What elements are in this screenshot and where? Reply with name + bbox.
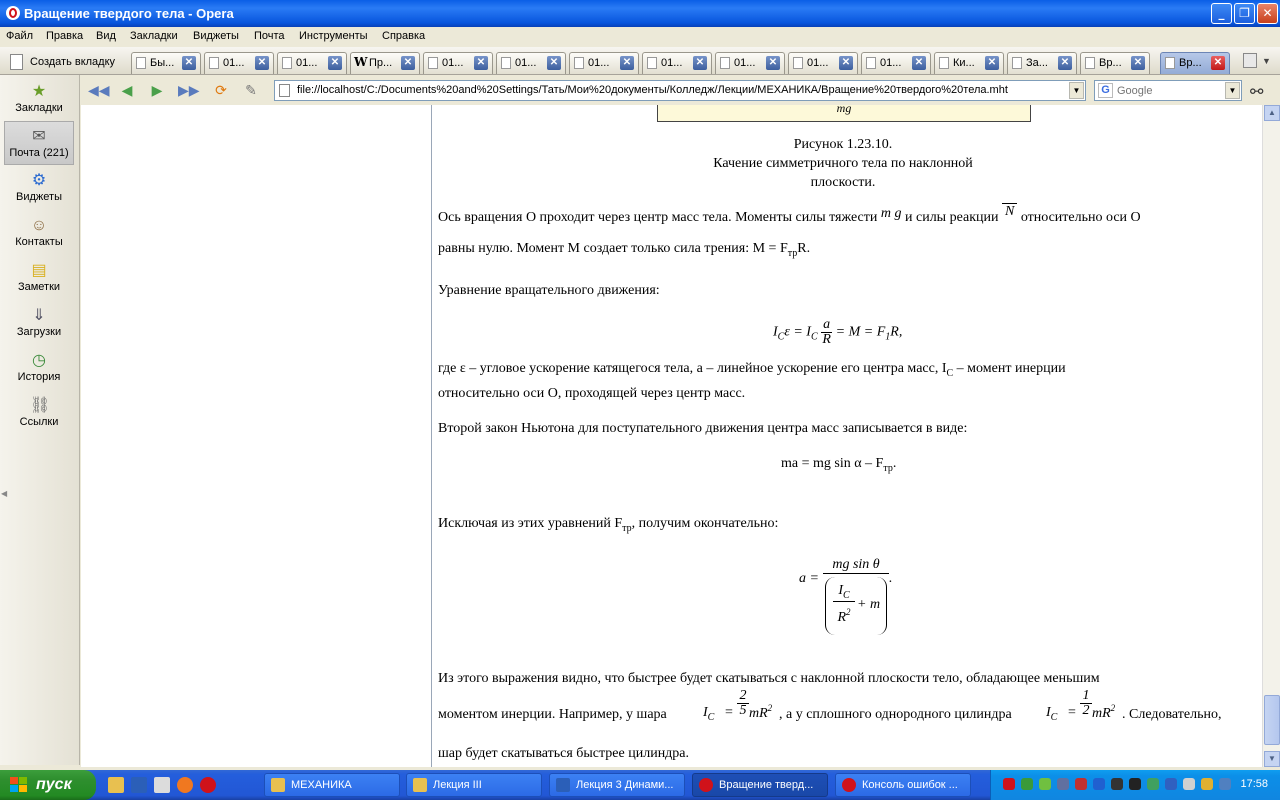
close-tab-icon[interactable]: ✕: [912, 56, 926, 70]
close-tab-icon[interactable]: ✕: [766, 56, 780, 70]
tab-label: 01...: [588, 57, 610, 69]
history-icon: ◷: [32, 352, 46, 369]
equation-newton-second-law: [781, 456, 896, 474]
system-tray: [990, 770, 1280, 800]
denominator: R: [822, 332, 831, 347]
tab-8[interactable]: [642, 52, 712, 74]
sidebar-item-mail[interactable]: [4, 121, 74, 165]
window-title: Вращение твердого тела - Opera: [24, 6, 234, 21]
tab-label: Ки...: [953, 57, 975, 69]
math-ic: [703, 705, 714, 723]
denominator: 5: [739, 703, 747, 718]
menu-file[interactable]: Файл: [6, 30, 34, 42]
page-icon: [136, 57, 146, 69]
close-window-button[interactable]: ✕: [1257, 3, 1278, 24]
text: относительно оси O: [1020, 210, 1141, 225]
tab-label: 01...: [296, 57, 318, 69]
text: , а у сплошного однородного цилиндра: [779, 707, 1012, 722]
page-icon: [793, 57, 803, 69]
tab-6[interactable]: [496, 52, 566, 74]
search-input[interactable]: [1117, 83, 1221, 98]
opera-tray-icon[interactable]: [1003, 778, 1015, 790]
text: Исключая из этих уравнений F: [438, 516, 623, 531]
tab-2[interactable]: [204, 52, 274, 74]
new-tab-label: Создать вкладку: [30, 56, 116, 68]
superscript: 2: [767, 703, 773, 713]
start-button[interactable]: [0, 770, 96, 800]
text: .: [889, 571, 893, 586]
page-viewport: [81, 105, 1262, 767]
title-bar: [0, 0, 1280, 27]
text: I: [773, 324, 778, 340]
tab-5[interactable]: [423, 52, 493, 74]
reload-icon[interactable]: ⟳: [215, 82, 227, 98]
scroll-down-icon[interactable]: ▼: [1264, 751, 1280, 767]
bluetooth-tray-icon[interactable]: [1093, 778, 1105, 790]
rewind-icon[interactable]: ◀◀: [88, 82, 110, 98]
numerator: a: [823, 317, 831, 332]
text: ε = I: [784, 324, 811, 340]
links-icon: ⛓: [30, 397, 51, 414]
subscript: тр: [883, 463, 893, 474]
vector-N: N: [1002, 203, 1017, 219]
google-icon: G: [1098, 83, 1113, 98]
paragraph-2: Уравнение вращательного движения:: [438, 283, 660, 298]
inner-numerator: [833, 583, 855, 602]
fraction-2-5: [737, 689, 749, 718]
subscript: тр: [622, 523, 632, 534]
network-tray-icon[interactable]: [1021, 778, 1033, 790]
tab-label: Вр...: [1099, 57, 1122, 69]
text: равны нулю. Момент M создает только сила трения: M = F: [438, 241, 788, 256]
back-icon[interactable]: ◀: [121, 82, 133, 98]
paragraph-1-line-2: [438, 241, 810, 259]
math-mr2: [1092, 703, 1115, 722]
sidebar-item-label: Ссылки: [19, 416, 59, 428]
trash-icon[interactable]: [1243, 53, 1257, 68]
contacts-icon: ☺: [30, 217, 48, 234]
paragraph-5: [438, 516, 778, 534]
sidebar-item-downloads[interactable]: [4, 301, 74, 345]
downloads-icon: ⇓: [32, 307, 46, 324]
tab-label: За...: [1026, 57, 1048, 69]
taskbar-item-lecture-3[interactable]: [549, 773, 685, 797]
tray-icon[interactable]: [1129, 778, 1141, 790]
close-tab-icon[interactable]: ✕: [474, 56, 488, 70]
close-tab-icon[interactable]: ✕: [985, 56, 999, 70]
tab-9[interactable]: [715, 52, 785, 74]
windows-logo-icon: [10, 777, 28, 793]
tab-12[interactable]: [934, 52, 1004, 74]
close-tab-icon[interactable]: ✕: [693, 56, 707, 70]
close-tab-icon[interactable]: ✕: [1211, 56, 1225, 70]
sidebar-item-label: Заметки: [17, 281, 61, 293]
scroll-up-icon[interactable]: ▲: [1264, 105, 1280, 121]
fraction: [821, 318, 832, 347]
denominator: 2: [1082, 703, 1090, 718]
text: и силы реакции: [905, 210, 999, 225]
page-icon: [939, 57, 949, 69]
sidebar-item-widgets[interactable]: [4, 166, 74, 210]
glasses-icon[interactable]: ⚯: [1250, 84, 1264, 101]
taskbar-item-label: Лекция III: [433, 779, 482, 791]
page-icon: [720, 57, 730, 69]
tray-icon[interactable]: [1219, 778, 1231, 790]
opera-icon: [699, 778, 713, 792]
math-ic: [1046, 705, 1057, 723]
subscript: 1: [885, 331, 891, 343]
inner-denominator: [833, 607, 855, 626]
equation-rotational-motion: [773, 318, 902, 347]
tab-10[interactable]: [788, 52, 858, 74]
tray-icon[interactable]: [1111, 778, 1123, 790]
explorer-icon[interactable]: [108, 777, 124, 793]
sidebar-item-history[interactable]: [4, 346, 74, 390]
tray-icon[interactable]: [1201, 778, 1213, 790]
tab-14[interactable]: [1080, 52, 1150, 74]
firefox-icon[interactable]: [177, 777, 193, 793]
close-tab-icon[interactable]: ✕: [328, 56, 342, 70]
paragraph-4: Второй закон Ньютона для поступательного движения центра масс записывается в виде:: [438, 421, 968, 436]
forward-icon[interactable]: ▶: [151, 82, 163, 98]
figure-partial-text: mg: [836, 105, 852, 115]
sidebar-item-label: Контакты: [15, 236, 63, 248]
superscript: 2: [1110, 703, 1116, 713]
menu-bookmarks[interactable]: Закладки: [130, 30, 178, 42]
page-icon: [1012, 57, 1022, 69]
document-icon[interactable]: [154, 777, 170, 793]
word-icon[interactable]: [131, 777, 147, 793]
tab-label: 01...: [661, 57, 683, 69]
text: . Следовательно,: [1122, 707, 1222, 722]
tab-7[interactable]: [569, 52, 639, 74]
menu-edit[interactable]: Правка: [46, 30, 84, 42]
text: a =: [799, 571, 819, 586]
antivirus-tray-icon[interactable]: [1075, 778, 1087, 790]
widgets-icon: ⚙: [31, 172, 47, 189]
subscript: C: [946, 368, 954, 379]
close-tab-icon[interactable]: ✕: [255, 56, 269, 70]
word-icon: [556, 778, 570, 792]
close-tab-icon[interactable]: ✕: [839, 56, 853, 70]
bookmarks-icon: ★: [31, 83, 47, 100]
figure-caption-text: Качение симметричного тела по наклонной: [713, 156, 973, 171]
tab-3[interactable]: [277, 52, 347, 74]
close-tab-icon[interactable]: ✕: [182, 56, 196, 70]
volume-tray-icon[interactable]: [1183, 778, 1195, 790]
page-icon: [1085, 57, 1095, 69]
figure-box: [657, 105, 1031, 122]
tab-label: Вр...: [1179, 57, 1202, 69]
taskbar: [0, 770, 1280, 800]
text: R,: [890, 324, 903, 340]
page-icon: [209, 57, 219, 69]
numerator: 2: [737, 689, 749, 704]
text: где ε – угловое ускорение катящегося тела, a – линейное ускорение его центра масс, I: [438, 361, 947, 376]
paragraph-6-line-3: шар будет скатываться быстрее цилиндра.: [438, 746, 690, 761]
page-icon: [574, 57, 584, 69]
opera-icon: [842, 778, 856, 792]
text: + m: [857, 597, 881, 612]
taskbar-item-lecture-iii[interactable]: [406, 773, 542, 797]
text: = M = F: [835, 324, 886, 340]
figure-caption-text-2: плоскости.: [810, 175, 876, 190]
wikipedia-icon: W: [354, 55, 368, 69]
tab-bar: [0, 47, 1280, 75]
security-tray-icon[interactable]: [1039, 778, 1051, 790]
monitor-tray-icon[interactable]: [1057, 778, 1069, 790]
text: =: [725, 705, 733, 720]
folder-icon: [271, 778, 285, 792]
page-icon: [1165, 57, 1175, 69]
clock: 17:58: [1240, 778, 1268, 790]
numerator: mg sin θ: [823, 557, 889, 574]
tab-active[interactable]: [1160, 52, 1230, 74]
sidebar-resize-handle[interactable]: ◀: [1, 489, 8, 498]
taskbar-item-label: МЕХАНИКА: [291, 779, 352, 791]
address-bar[interactable]: [274, 80, 1086, 101]
opera-logo-icon: [6, 6, 20, 20]
menu-mail[interactable]: Почта: [254, 30, 285, 42]
edit-icon[interactable]: ✎: [245, 82, 257, 98]
minimize-button[interactable]: _: [1211, 3, 1232, 24]
page-icon: [279, 84, 290, 97]
text: R: [837, 610, 847, 625]
tab-label: Бы...: [150, 57, 175, 69]
new-tab-button[interactable]: [6, 51, 115, 73]
subscript: C: [843, 590, 850, 601]
folder-icon: [413, 778, 427, 792]
menu-view[interactable]: Вид: [96, 30, 116, 42]
tab-label: 01...: [223, 57, 245, 69]
tab-label: Пр...: [369, 57, 393, 69]
close-tab-icon[interactable]: ✕: [547, 56, 561, 70]
left-frame: [81, 105, 432, 767]
page-icon: [647, 57, 657, 69]
text: ma = mg sin α – F: [781, 456, 884, 471]
page-icon: [501, 57, 511, 69]
sidebar-item-label: Почта (221): [9, 147, 69, 159]
paragraph-1-line-1: [438, 204, 1141, 226]
address-text: file://localhost/C:/Documents%20and%20Settings/Тать/Мои%20документы/Колледж/Лекции/МЕХАНИКА/Вращение%20твердого%20тела.mht: [297, 84, 1008, 96]
vertical-scrollbar[interactable]: [1262, 105, 1280, 767]
search-box[interactable]: [1094, 80, 1242, 101]
text: =: [1068, 705, 1076, 720]
taskbar-item-rotation[interactable]: [692, 773, 828, 797]
scrollbar-thumb[interactable]: [1264, 695, 1280, 745]
superscript: 2: [846, 607, 851, 617]
subscript: тр: [787, 248, 798, 259]
close-tab-icon[interactable]: ✕: [620, 56, 634, 70]
text: mR: [749, 706, 768, 721]
close-tab-icon[interactable]: ✕: [1131, 56, 1145, 70]
text: моментом инерции. Например, у шара: [438, 707, 667, 722]
new-document-icon: [10, 54, 23, 70]
sidebar-item-label: История: [17, 371, 61, 383]
tab-4[interactable]: [350, 52, 420, 74]
taskbar-item-error-console[interactable]: [835, 773, 971, 797]
text: .: [892, 456, 897, 471]
tab-label: 01...: [734, 57, 756, 69]
paragraph-3-line-2: относительно оси O, проходящей через центр масс.: [438, 386, 746, 401]
sidebar-item-notes[interactable]: [4, 256, 74, 300]
sidebar-item-contacts[interactable]: [4, 211, 74, 255]
tab-11[interactable]: [861, 52, 931, 74]
taskbar-item-label: Лекция 3 Динами...: [576, 779, 674, 791]
math-mr2: [749, 703, 772, 722]
paragraph-3-line-1: [438, 361, 1066, 379]
sidebar-item-links[interactable]: [4, 391, 74, 435]
tab-1[interactable]: [131, 52, 201, 74]
chevron-down-icon[interactable]: ▼: [1069, 82, 1084, 99]
tab-13[interactable]: [1007, 52, 1077, 74]
close-tab-icon[interactable]: ✕: [1058, 56, 1072, 70]
fast-forward-icon[interactable]: ▶▶: [178, 82, 200, 98]
paragraph-6-line-1: Из этого выражения видно, что быстрее будет скатываться с наклонной плоскости тело, обладающее меньшим: [438, 671, 1100, 686]
menu-tools[interactable]: Инструменты: [299, 30, 368, 42]
tab-label: 01...: [880, 57, 902, 69]
text: Ось вращения O проходит через центр масс тела. Моменты силы тяжести: [438, 210, 878, 225]
opera-icon[interactable]: [200, 777, 216, 793]
article-content: [433, 105, 1262, 767]
close-tab-icon[interactable]: ✕: [401, 56, 415, 70]
text: I: [1046, 705, 1051, 720]
subscript: C: [810, 331, 818, 343]
menu-help[interactable]: Справка: [382, 30, 426, 42]
text: I: [703, 705, 708, 720]
start-label: пуск: [36, 776, 72, 793]
numerator: 1: [1080, 689, 1092, 704]
subscript: C: [1050, 712, 1058, 723]
menu-widgets[interactable]: Виджеты: [193, 30, 239, 42]
page-icon: [282, 57, 292, 69]
menu-bar: [0, 27, 1280, 47]
notes-icon: ▤: [31, 262, 47, 279]
sidebar-item-label: Закладки: [15, 102, 63, 114]
tab-label: 01...: [442, 57, 464, 69]
taskbar-item-mechanika[interactable]: [264, 773, 400, 797]
tab-label: 01...: [807, 57, 829, 69]
chevron-down-icon[interactable]: ▼: [1225, 82, 1240, 99]
subscript: C: [777, 331, 785, 343]
taskbar-item-label: Консоль ошибок ...: [862, 779, 958, 791]
tray-icon[interactable]: [1165, 778, 1177, 790]
text: I: [838, 583, 843, 598]
sidebar-item-bookmarks[interactable]: [4, 77, 74, 121]
sidebar-item-label: Виджеты: [16, 191, 62, 203]
text: – момент инерции: [956, 361, 1066, 376]
page-icon: [866, 57, 876, 69]
subscript: C: [707, 712, 715, 723]
fraction-1-2: [1080, 689, 1092, 718]
maximize-button[interactable]: ❐: [1234, 3, 1255, 24]
sidebar: [0, 75, 80, 765]
chevron-down-icon[interactable]: ▼: [1262, 56, 1271, 66]
mail-icon: ✉: [32, 128, 46, 145]
text: , получим окончательно:: [631, 516, 779, 531]
tab-label: 01...: [515, 57, 537, 69]
tray-icon[interactable]: [1147, 778, 1159, 790]
figure-caption-number: Рисунок 1.23.10.: [793, 137, 893, 152]
text: mR: [1092, 706, 1111, 721]
sidebar-item-label: Загрузки: [16, 326, 62, 338]
taskbar-item-label: Вращение тверд...: [719, 779, 814, 791]
text: R.: [797, 241, 811, 256]
page-icon: [428, 57, 438, 69]
vector-mg: m g: [880, 206, 902, 221]
